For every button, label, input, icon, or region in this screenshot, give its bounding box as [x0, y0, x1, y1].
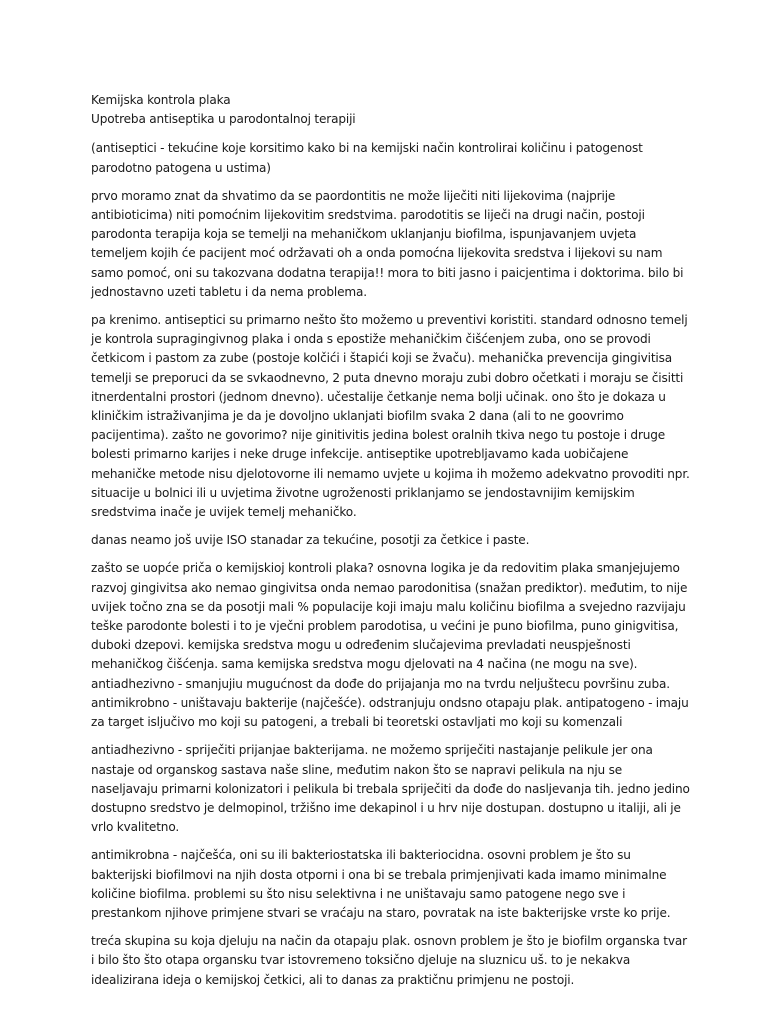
paragraph-antiadhesive: antiadhezivno - spriječiti prijanjae bakterijama. ne možemo spriječiti nastajanje pelikule jer ona nastaje od organskog sastava naše sline, međutim nakon što se napravi pelikula na nju se naseljavaju primarni kolonizatori i pelikula bi trebala spriječiti da dođe do nasljevanja tih. jedno jedino dostupno sredstvo je delmopinol, tržišno ime dekapinol i u hrv nije dostupan. dostupno u italiji, ali je vrlo kvalitetno.: [91, 743, 690, 835]
paragraph-intro: (antiseptici - tekućine koje korsitimo kako bi na kemijski način kontrolirai količinu i patogenost parodotno patogena u ustima): [91, 141, 643, 175]
document-heading: [91, 91, 691, 129]
paragraph-iso-standard: danas neamo još uvije ISO stanadar za tekućine, posotji za četkice i paste.: [91, 533, 530, 548]
paragraph-antimicrobial: antimikrobna - najčešća, oni su ili bakteriostatska ili bakteriocidna. osovni problem je što su bakterijski biofilmovi na njih dosta otporni i ona bi se trebala primjenjivati kada imamo minimalne količine biofilma. problemi su što nisu selektivna i ne uništavaju samo patogene nego sve i prestankom njihove primjene stvari se vraćaju na staro, povratak na iste bakterijske vrste ko prije.: [91, 848, 671, 920]
paragraph-chemical-control: zašto se uopće priča o kemijskioj kontroli plaka? osnovna logika je da redovitim plaka smanjejujemo razvoj gingivitsa ako nemao gingivitsa onda nemao parodonitisa (snažan prediktor). međutim, to nije uvijek točno zna se da posotji mali % populacije koji imaju malu količinu biofilma a svejedno razvijaju teške parodonte bolesti i to je vječni problem parodotisa, u većini je puno biofilma, puno ginigvitisa, duboki dzepovi. kemijska sredstva mogu u određenim slučajevima prevladati neuspješnosti mehaničkog čišćenja. sama kemijska sredstva mogu djelovati na 4 načina (ne mogu na sve). antiadhezivno - smanjujiu mugućnost da dođe do prijajanja mo na tvrdu neljuštecu površinu zuba. antimikrobno - uništavaju bakterije (najčešće). odstranjuju ondsno otapaju plak. antipatogeno - imaju za target isljučivo mo koji su patogeni, a trebali bi teoretski ostavljati mo koji su komenzali: [91, 561, 689, 730]
document-title: Kemijska kontrola plaka: [91, 93, 231, 107]
document-page: [91, 91, 691, 999]
paragraph-plaque-dissolving: treća skupina su koja djeluju na način da otapaju plak. osnovn problem je što je biofilm organska tvar i bilo što što otapa organsku tvar istovremeno toksično djeluje na sluznicu uš. to je nekakva idealizirana ideja o kemijskoj četkici, ali to danas za praktičnu primjenu ne postoji.: [91, 934, 687, 987]
document-subtitle: Upotreba antiseptika u parodontalnoj terapiji: [91, 112, 356, 127]
paragraph-periodontitis-treatment: prvo moramo znat da shvatimo da se paordontitis ne može liječiti niti lijekovima (najprije antibioticima) niti pomoćnim lijekovitim sredstvima. parodotitis se liječi na drugi način, postoji parodonta terapija koja se temelji na mehaničkom uklanjanju biofilma, ispunjavanjem uvjeta temeljem kojih će pacijent moć održavati oh a onda pomoćna lijekovita sredstva i lijekovi su nam samo pomoć, oni su takozvana dodatna terapija!! mora to biti jasno i paicjentima i doktorima. bilo bi jednostavno uzeti tabletu i da nema problema.: [91, 188, 684, 299]
paragraph-antiseptics-prevention: pa krenimo. antiseptici su primarno nešto što možemo u preventivi koristiti. standard odnosno temelj je kontrola supragingivnog plaka i onda s epostiže mehaničkim čišćenjem zuba, ono se provodi četkicom i pastom za zube (postoje kolčići i štapići koji se žvaču). mehanička prevencija gingivitisa temelji se preporuci da se svkaodnevno, 2 puta dnevno moraju zubi dobro očetkati i moraju se čisitti itnerdentalni prostori (jednom dnevno). učestalije četkanje nema bolji učinak. ono što je dokaza u kliničkim istraživanjima je da je dovoljno uklanjati biofilm svaka 2 dana (ali to ne goovrimo pacijentima). zašto ne govorimo? nije ginitivitis jedina bolest oralnih tkiva nego tu postoje i druge bolesti primarno karijes i neke druge infekcije. antiseptike upotrebljavamo kada uobičajene mehaničke metode nisu djelotovorne ili nemamo uvjete u kojima ih možemo adekvatno provoditi npr. situacije u bolnici ili u uvjetima životne ugroženosti priklanjamo se jendostavnijim kemijskim sredstvima inače je uvijek temelj mehaničko.: [91, 313, 690, 520]
